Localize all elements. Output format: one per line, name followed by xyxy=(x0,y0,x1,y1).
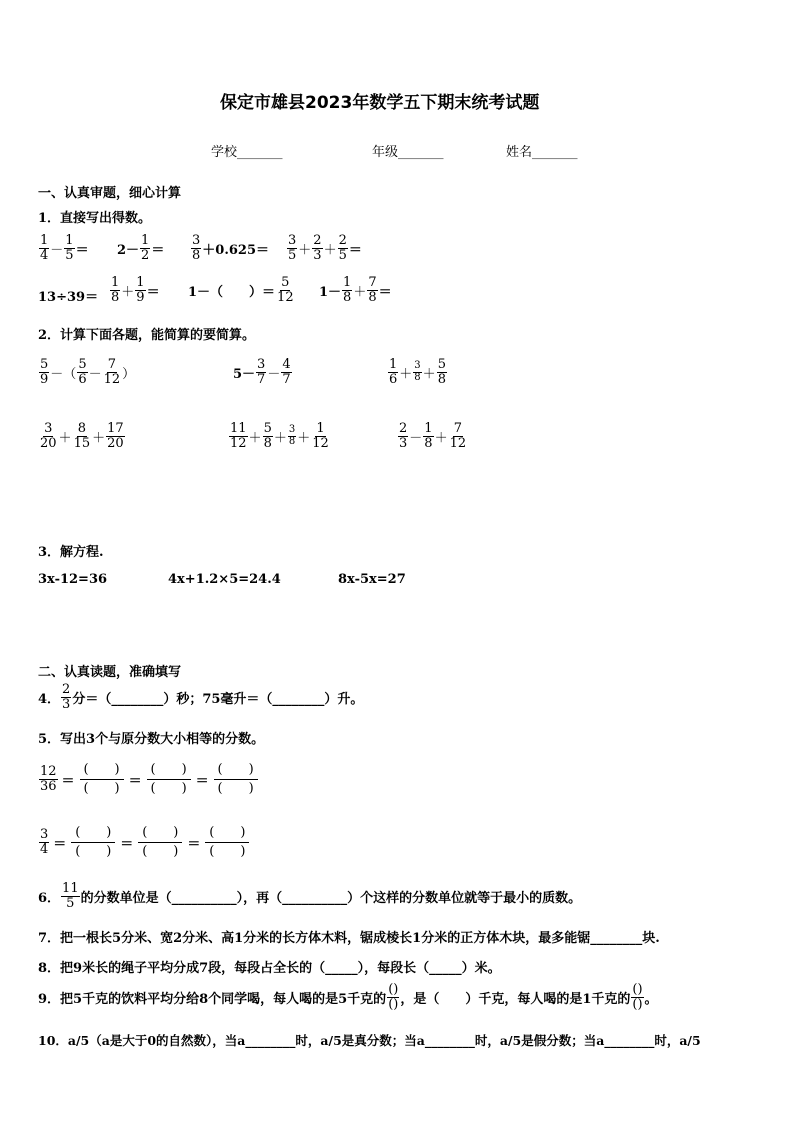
q1-expr-8: 1－ $\frac{1}{8}$ ＋ $\frac{7}{8}$ ＝ xyxy=(319,275,392,305)
q5-label: 5．写出3个与原分数大小相等的分数。 xyxy=(38,732,265,747)
q4: 4． $\frac{2}{3}$ 分＝（________）秒；75毫升＝（________）升。 xyxy=(38,682,364,712)
q2-expr-3: $\frac{1}{6}$ ＋ $\frac{3}{8}$ ＋ $\frac{5}{8}$ xyxy=(389,357,446,387)
q2-expr-2: 5－ $\frac{3}{7}$ － $\frac{4}{7}$ xyxy=(233,357,291,387)
grade-field[interactable]: 年级_______ xyxy=(372,145,444,160)
q7: 7．把一根长5分米、宽2分米、高1分米的长方体木料，锯成棱长1分米的正方体木块，最多能锯________块. xyxy=(38,931,660,946)
q5-row-2: $\frac{3}{4}$ ＝ ( ) ( ) ＝ ( ) ( ) ＝ ( ) ( ) xyxy=(38,824,251,861)
q2-label: 2．计算下面各题，能简算的要简算。 xyxy=(38,328,256,343)
q3-equation-3: 8x-5x=27 xyxy=(338,572,406,587)
q1-expr-2: 2－ $\frac{1}{2}$ ＝ xyxy=(117,233,165,263)
q1-expr-5: 13÷39＝ xyxy=(38,290,99,305)
name-field[interactable]: 姓名_______ xyxy=(506,145,578,160)
q8: 8．把9米长的绳子平均分成7段，每段占全长的（_____），每段长（_____）米。 xyxy=(38,961,501,976)
q2-expr-5: $\frac{11}{12}$ ＋ $\frac{5}{8}$ ＋ $\frac{3}{8}$ ＋ $\frac{1}{12}$ xyxy=(230,421,329,451)
q1-expr-4: $\frac{3}{5}$ ＋ $\frac{2}{3}$ ＋ $\frac{2}{5}$ ＝ xyxy=(288,233,362,263)
section1-heading: 一、认真审题，细心计算 xyxy=(38,186,182,201)
q10: 10．a/5（a是大于0的自然数），当a________时，a/5是真分数；当a________时，a/5是假分数；当a________时，a/5 xyxy=(38,1033,701,1048)
q3-label: 3．解方程. xyxy=(38,545,104,560)
q3-equation-2: 4x+1.2×5=24.4 xyxy=(168,572,281,587)
q2-expr-6: $\frac{2}{3}$ － $\frac{1}{8}$ ＋ $\frac{7}{12}$ xyxy=(399,421,467,451)
q1-expr-6: $\frac{1}{8}$ ＋ $\frac{1}{9}$ ＝ xyxy=(111,275,160,305)
q5-row-1: $\frac{12}{36}$ ＝ ( ) ( ) ＝ ( ) ( ) ＝ ( ) ( ) xyxy=(38,761,260,798)
school-field[interactable]: 学校_______ xyxy=(211,145,283,160)
q6: 6． $\frac{11}{5}$ 的分数单位是（__________），再（__________）个这样的分数单位就等于最小的质数。 xyxy=(38,881,582,911)
q9: 9．把5千克的饮料平均分给8个同学喝，每人喝的是5千克的 $\frac{()}{()}$ ，是（ ）千克，每人喝的是1千克的 $\frac{()}{()}$ 。 xyxy=(38,982,658,1012)
q1-label: 1．直接写出得数。 xyxy=(38,211,152,226)
page-title: 保定市雄县2023年数学五下期末统考试题 xyxy=(220,93,540,113)
q1-expr-1: $\frac{1}{4}$ － $\frac{1}{5}$ ＝ xyxy=(40,233,89,263)
q3-equation-1: 3x-12=36 xyxy=(38,572,108,587)
section2-heading: 二、认真读题，准确填写 xyxy=(38,665,182,680)
q2-expr-1: $\frac{5}{9}$ － （ $\frac{5}{6}$ － $\frac{7}{12}$ ） xyxy=(40,357,136,387)
q2-expr-4: $\frac{3}{20}$ ＋ $\frac{8}{15}$ ＋ $\frac{17}{20}$ xyxy=(40,421,124,451)
q1-expr-3: $\frac{3}{8}$ ＋0.625＝ xyxy=(192,233,269,263)
q1-expr-7: 1－（ ）＝ $\frac{5}{12}$ xyxy=(188,275,294,305)
